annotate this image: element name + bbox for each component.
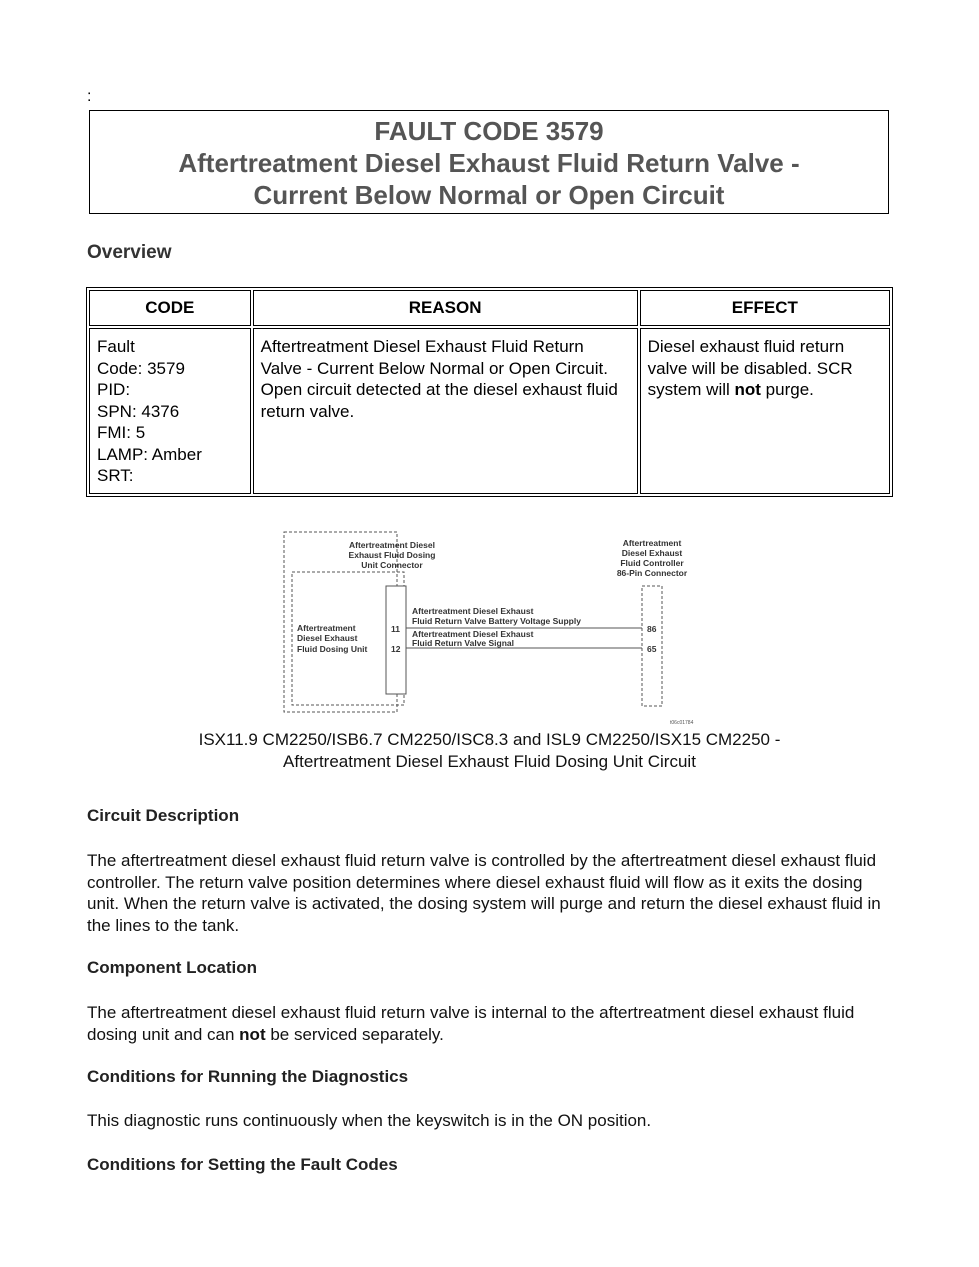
code-line: PID: — [97, 380, 131, 399]
signal-wire-label-1: Aftertreatment Diesel Exhaust — [412, 629, 534, 639]
supply-wire-label-1: Aftertreatment Diesel Exhaust — [412, 606, 534, 616]
signal-wire-label-2: Fluid Return Valve Signal — [412, 638, 515, 648]
colon-mark: : — [87, 88, 92, 105]
code-line: Code: 3579 — [97, 358, 185, 378]
component-location-text — [87, 1002, 897, 1045]
dosing-unit-connector — [386, 586, 406, 694]
diagram-caption — [87, 729, 892, 772]
component-location-bold: not — [239, 1024, 266, 1044]
effect-bold: not — [734, 380, 761, 399]
right-connector-label-1: Aftertreatment — [622, 538, 682, 548]
table-header-row — [89, 290, 890, 326]
overview-heading: Overview — [87, 242, 172, 263]
supply-wire-label-2: Fluid Return Valve Battery Voltage Supply — [412, 616, 581, 626]
column-header-reason: REASON — [253, 290, 638, 326]
component-location-text-a: The aftertreatment diesel exhaust fluid return valve is internal to the aftertreatment diesel exhaust fluid dosing unit and can — [87, 1003, 855, 1044]
right-connector-label-3: Fluid Controller — [620, 558, 684, 568]
effect-text-a: Diesel exhaust fluid return valve will be disabled. SCR system will — [647, 337, 853, 399]
pin-11-label: 11 — [391, 624, 400, 634]
fault-code-title: FAULT CODE 3579 — [374, 116, 604, 146]
circuit-description-heading: Circuit Description — [87, 806, 240, 825]
unit-label-2: Diesel Exhaust — [297, 633, 358, 643]
code-line: LAMP: Amber — [97, 444, 202, 464]
figure-id: t06c01784 — [670, 720, 694, 726]
component-location-heading: Component Location — [87, 958, 257, 977]
fault-code-subtitle-line1: Aftertreatment Diesel Exhaust Fluid Return Valve - — [178, 148, 800, 178]
column-header-code: CODE — [89, 290, 251, 326]
effect-text-b: purge. — [760, 380, 814, 399]
left-connector-label-3: Unit Connector — [361, 560, 423, 570]
circuit-description-text: The aftertreatment diesel exhaust fluid return valve is controlled by the aftertreatment diesel exhaust fluid controller. The return valve position determines where diesel exhaust fluid will flow as it exits the dosing unit. When the return valve is activated, the dosing system will purge and return the diesel exhaust fluid in the lines to the tank. — [87, 851, 881, 935]
fault-code-title-box — [89, 110, 889, 214]
code-line: FMI: 5 — [97, 423, 146, 442]
component-location-text-b: be serviced separately. — [265, 1024, 444, 1044]
fault-code-subtitle-line2: Current Below Normal or Open Circuit — [253, 180, 725, 210]
effect-cell — [640, 328, 890, 494]
left-connector-label-1: Aftertreatment Diesel — [349, 540, 435, 550]
table-row — [89, 328, 890, 494]
right-connector-label-2: Diesel Exhaust — [621, 548, 683, 558]
pin-12-label: 12 — [391, 644, 401, 654]
code-line: SRT: — [97, 466, 134, 485]
right-connector-label-4: 86-Pin Connector — [616, 568, 688, 578]
caption-line-2: Aftertreatment Diesel Exhaust Fluid Dosing Unit Circuit — [283, 751, 696, 771]
reason-cell: Aftertreatment Diesel Exhaust Fluid Return Valve - Current Below Normal or Open Circuit. Open circuit detected at the diesel exhaust fluid return valve. — [253, 328, 638, 494]
conditions-running-text: This diagnostic runs continuously when the keyswitch is in the ON position. — [87, 1111, 652, 1130]
circuit-diagram — [280, 528, 700, 728]
code-line: SPN: 4376 — [97, 401, 180, 421]
conditions-setting-heading: Conditions for Setting the Fault Codes — [87, 1155, 398, 1174]
code-line: Fault — [97, 337, 135, 356]
unit-label-1: Aftertreatment — [297, 623, 356, 633]
left-connector-label-2: Exhaust Fluid Dosing — [348, 550, 436, 560]
unit-label-3: Fluid Dosing Unit — [297, 644, 368, 654]
pin-86-label: 86 — [647, 624, 657, 634]
pin-65-label: 65 — [647, 644, 657, 654]
conditions-running-heading: Conditions for Running the Diagnostics — [87, 1067, 409, 1086]
code-cell — [89, 328, 251, 494]
caption-line-1: ISX11.9 CM2250/ISB6.7 CM2250/ISC8.3 and ISL9 CM2250/ISX15 CM2250 - — [198, 730, 781, 749]
overview-table — [86, 287, 893, 497]
column-header-effect: EFFECT — [640, 290, 890, 326]
